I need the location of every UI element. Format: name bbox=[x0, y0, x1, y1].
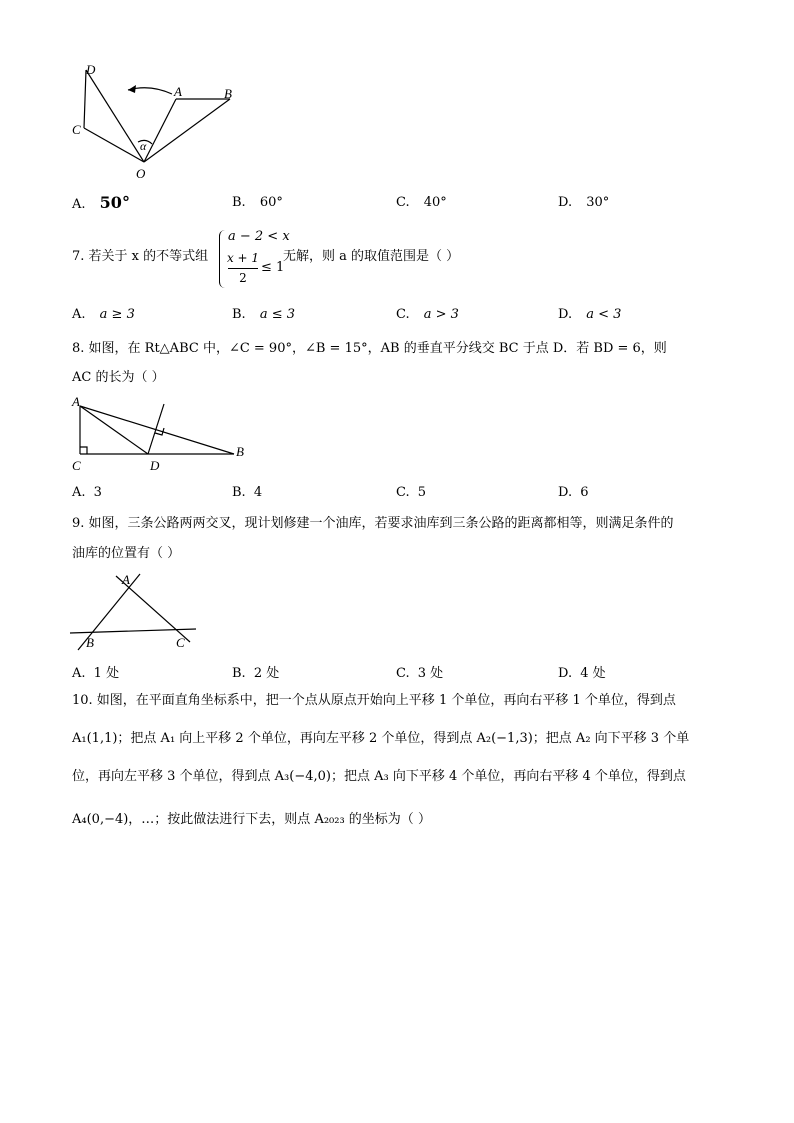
q6-label-B: B bbox=[224, 86, 232, 101]
q6-line-OA bbox=[144, 99, 176, 162]
q6-line-DO bbox=[86, 70, 144, 162]
q6-label-O: O bbox=[136, 166, 146, 181]
q10-line3: 位，再向左平移 3 个单位，得到点 A₃(−4,0)；把点 A₃ 向下平移 4 个单位，再向右平移 4 个单位，得到点 bbox=[72, 769, 686, 784]
q7-option-c[interactable] bbox=[396, 307, 459, 322]
q9-option-a-letter: A. bbox=[72, 666, 86, 681]
q7-option-d-letter: D. bbox=[558, 307, 573, 322]
q7-frac-line bbox=[228, 268, 258, 269]
q7-frac-num: x + 1 bbox=[226, 251, 260, 265]
q9-option-d-letter: D. bbox=[558, 666, 573, 681]
q9-option-c-value: 3 处 bbox=[417, 666, 444, 681]
q6-option-a[interactable] bbox=[72, 193, 130, 212]
q8-label-B: B bbox=[236, 444, 244, 459]
q10-line2: A₁(1,1)；把点 A₁ 向上平移 2 个单位，再向左平移 2 个单位，得到点 A₂(−1,3)；把点 A₂ 向下平移 3 个单 bbox=[72, 731, 690, 746]
q6-figure bbox=[60, 58, 260, 188]
q8-option-a-letter: A. bbox=[72, 485, 86, 500]
q7-option-c-value: a > 3 bbox=[423, 307, 459, 322]
q7-frac-den: 2 bbox=[239, 271, 247, 285]
q6-option-d-value: 30° bbox=[586, 195, 610, 210]
q8-line1: 8. 如图，在 Rt△ABC 中，∠C = 90°，∠B = 15°，AB 的垂直平分线交 BC 于点 D．若 BD = 6，则 bbox=[72, 341, 667, 356]
q9-option-c[interactable] bbox=[396, 662, 443, 681]
q9-option-b-value: 2 处 bbox=[253, 666, 280, 681]
q7-option-b-value: a ≤ 3 bbox=[259, 307, 296, 322]
q8-option-b-value: 4 bbox=[253, 485, 263, 500]
q7-option-b-letter: B. bbox=[232, 307, 246, 322]
q8-label-D: D bbox=[150, 458, 160, 473]
q8-option-d-letter: D. bbox=[558, 485, 573, 500]
q8-option-c-value: 5 bbox=[417, 485, 427, 500]
q7-option-d-value: a < 3 bbox=[586, 307, 622, 322]
q8-option-b-letter: B. bbox=[232, 485, 246, 500]
q8-right-angle-C bbox=[80, 447, 87, 454]
q7-ineq-line1: a − 2 < x bbox=[228, 229, 290, 244]
q9-option-b-letter: B. bbox=[232, 666, 246, 681]
q6-option-b-value: 60° bbox=[259, 195, 283, 210]
q7-option-c-letter: C. bbox=[396, 307, 410, 322]
q10-line1: 10. 如图，在平面直角坐标系中，把一个点从原点开始向上平移 1 个单位，再向右平移 1 个单位，得到点 bbox=[72, 693, 676, 708]
q6-label-alpha: α bbox=[140, 139, 147, 153]
q8-option-d[interactable] bbox=[558, 485, 589, 500]
q7-prefix: 7. 若关于 x 的不等式组 bbox=[72, 249, 209, 264]
q9-option-b[interactable] bbox=[232, 662, 279, 681]
q9-option-c-letter: C. bbox=[396, 666, 410, 681]
q6-line-DC bbox=[84, 70, 86, 128]
q8-perp-bisector bbox=[148, 404, 164, 454]
q10-line4: A₄(0,−4)，…；按此做法进行下去，则点 A₂₀₂₃ 的坐标为（ ） bbox=[72, 812, 431, 827]
q6-option-c[interactable] bbox=[396, 195, 447, 210]
q6-arrowhead bbox=[128, 85, 136, 93]
q8-label-C: C bbox=[72, 458, 81, 473]
q8-line-AD bbox=[80, 406, 148, 454]
q6-label-C: C bbox=[72, 122, 81, 137]
q6-line-CO bbox=[84, 128, 144, 162]
q6-label-D: D bbox=[86, 62, 96, 77]
q7-option-a-letter: A. bbox=[72, 307, 86, 322]
q9-option-a-value: 1 处 bbox=[93, 666, 120, 681]
q9-label-A: A bbox=[122, 572, 130, 587]
q7-brace bbox=[219, 230, 226, 288]
q8-line-AB bbox=[80, 406, 234, 454]
q7-option-a[interactable] bbox=[72, 307, 135, 322]
q9-line2: 油库的位置有（ ） bbox=[72, 546, 181, 561]
q8-figure bbox=[66, 392, 256, 474]
q7-frac-rel: ≤ 1 bbox=[261, 260, 285, 275]
q7-option-d[interactable] bbox=[558, 307, 621, 322]
q6-option-d-letter: D. bbox=[558, 195, 573, 210]
q9-option-a[interactable] bbox=[72, 662, 119, 681]
q6-label-A: A bbox=[174, 84, 182, 99]
q8-line2: AC 的长为（ ） bbox=[72, 370, 165, 385]
q8-option-c[interactable] bbox=[396, 485, 426, 500]
q8-option-a[interactable] bbox=[72, 485, 102, 500]
q6-line-OB bbox=[144, 99, 230, 162]
q9-option-d-value: 4 处 bbox=[580, 666, 606, 681]
q6-option-a-letter: A. bbox=[72, 197, 86, 212]
q8-option-d-value: 6 bbox=[580, 485, 589, 500]
q7-suffix: 无解，则 a 的取值范围是（ ） bbox=[283, 249, 460, 264]
q9-figure bbox=[66, 568, 206, 652]
q9-label-B: B bbox=[86, 635, 94, 650]
q8-label-A: A bbox=[72, 394, 80, 409]
q9-label-C: C bbox=[176, 635, 185, 650]
q9-option-d[interactable] bbox=[558, 662, 606, 681]
q8-option-c-letter: C. bbox=[396, 485, 410, 500]
q7-option-b[interactable] bbox=[232, 307, 295, 322]
q7-option-a-value: a ≥ 3 bbox=[99, 307, 135, 322]
q6-option-d[interactable] bbox=[558, 195, 609, 210]
q8-option-a-value: 3 bbox=[93, 485, 102, 500]
q6-option-c-letter: C. bbox=[396, 195, 410, 210]
q8-option-b[interactable] bbox=[232, 485, 262, 500]
q9-line1: 9. 如图，三条公路两两交叉，现计划修建一个油库，若要求油库到三条公路的距离都相等，则满足条件的 bbox=[72, 516, 674, 531]
q6-option-c-value: 40° bbox=[423, 195, 447, 210]
q6-option-b[interactable] bbox=[232, 195, 283, 210]
q6-option-b-letter: B. bbox=[232, 195, 246, 210]
q6-option-a-value: 50° bbox=[99, 193, 130, 212]
